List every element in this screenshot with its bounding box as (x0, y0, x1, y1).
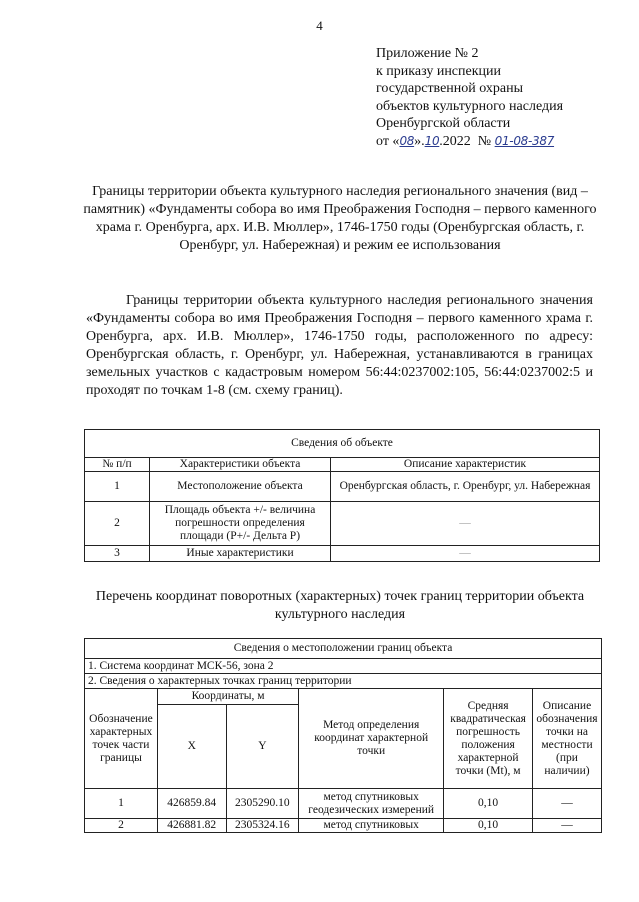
row-characteristic: Иные характеристики (150, 546, 331, 562)
cell-description: — (532, 789, 601, 819)
appendix-line: государственной охраны (376, 81, 524, 96)
header-accuracy: Средняя квадратическая погрешность положения характерной точки (Mt), м (444, 689, 533, 789)
table-row (85, 819, 602, 833)
coordinates-table (84, 638, 602, 833)
row-num: 3 (85, 546, 150, 562)
table-row (85, 546, 600, 562)
coords-table-caption: Сведения о местоположении границ объекта (85, 639, 602, 659)
header-point-description: Описание обозначения точки на местности (при наличии) (532, 689, 601, 789)
row-characteristic: Местоположение объекта (150, 472, 331, 502)
cell-point: 2 (85, 819, 158, 833)
row-characteristic: Площадь объекта +/- величина погрешности определения площади (P+/- Дельта P) (150, 502, 331, 546)
appendix-line: к приказу инспекции (376, 63, 502, 79)
row-description: — (331, 502, 600, 546)
order-number-handwritten: 01-08-387 (494, 133, 555, 148)
cell-x: 426859.84 (157, 789, 226, 819)
table-row (85, 789, 602, 819)
cell-point: 1 (85, 789, 158, 819)
cell-method: метод спутниковых (299, 819, 444, 833)
header-coords: Координаты, м (157, 689, 298, 705)
appendix-block (376, 45, 563, 150)
row-description: Оренбургская область, г. Оренбург, ул. Набережная (331, 472, 600, 502)
header-designation: Обозначение характерных точек части границы (85, 689, 158, 789)
cell-method: метод спутниковых геодезических измерений (299, 789, 444, 819)
header-method: Метод определения координат характерной точки (299, 689, 444, 789)
appendix-date-line (376, 133, 563, 151)
date-day-handwritten: 08 (399, 133, 415, 148)
page-number: 4 (316, 18, 323, 33)
header-x: X (157, 705, 226, 789)
coordinate-system: 1. Система координат МСК-56, зона 2 (85, 659, 602, 674)
date-month-handwritten: 10 (424, 133, 440, 148)
cell-y: 2305324.16 (226, 819, 299, 833)
cell-description: — (532, 819, 601, 833)
appendix-line: Оренбургской области (376, 116, 511, 131)
object-table-caption: Сведения об объекте (85, 430, 600, 458)
date-mid: ». (414, 133, 425, 149)
cell-x: 426881.82 (157, 819, 226, 833)
body-paragraph: Границы территории объекта культурного наследия регионального значения «Фундаменты собора во имя Преображения Господня – первого каменного храма г. Оренбурга, арх. И.В. Мюллер», 1746-1750 годы, расположенного по адресу: Оренбургская область, г. Оренбург, ул. Набережная, устанавливаются в границах земельных участков с кадастровым номером 56:44:0237002:105, 56:44:0237002:5 и проходят по точкам 1-8 (см. схему границ). (86, 293, 593, 398)
appendix-line: Приложение № 2 (376, 46, 479, 61)
header-num: № п/п (85, 458, 150, 472)
points-caption: 2. Сведения о характерных точках границ территории (85, 674, 602, 689)
number-prefix: № (477, 133, 492, 149)
row-num: 1 (85, 472, 150, 502)
object-info-table (84, 429, 600, 562)
header-characteristic: Характеристики объекта (150, 458, 331, 472)
row-description: — (331, 546, 600, 562)
cell-accuracy: 0,10 (444, 789, 533, 819)
table-row (85, 472, 600, 502)
appendix-line: объектов культурного наследия (376, 98, 564, 114)
row-num: 2 (85, 502, 150, 546)
document-title: Границы территории объекта культурного наследия регионального значения (вид – памятник) «Фундаменты собора во имя Преображения Господня – первого каменного храма г. Оренбурга, арх. И.В. Мюллер», 1746-1750 годы (Оренбургская область, г. Оренбург, ул. Набережная) и режим ее использования (83, 184, 597, 253)
date-prefix: от « (376, 133, 400, 149)
coordinates-title: Перечень координат поворотных (характерных) точек границ территории объекта культурного наследия (95, 589, 585, 622)
header-y: Y (226, 705, 299, 789)
header-description: Описание характеристик (331, 458, 600, 472)
cell-accuracy: 0,10 (444, 819, 533, 833)
cell-y: 2305290.10 (226, 789, 299, 819)
date-year: .2022 (439, 133, 471, 149)
table-row (85, 502, 600, 546)
